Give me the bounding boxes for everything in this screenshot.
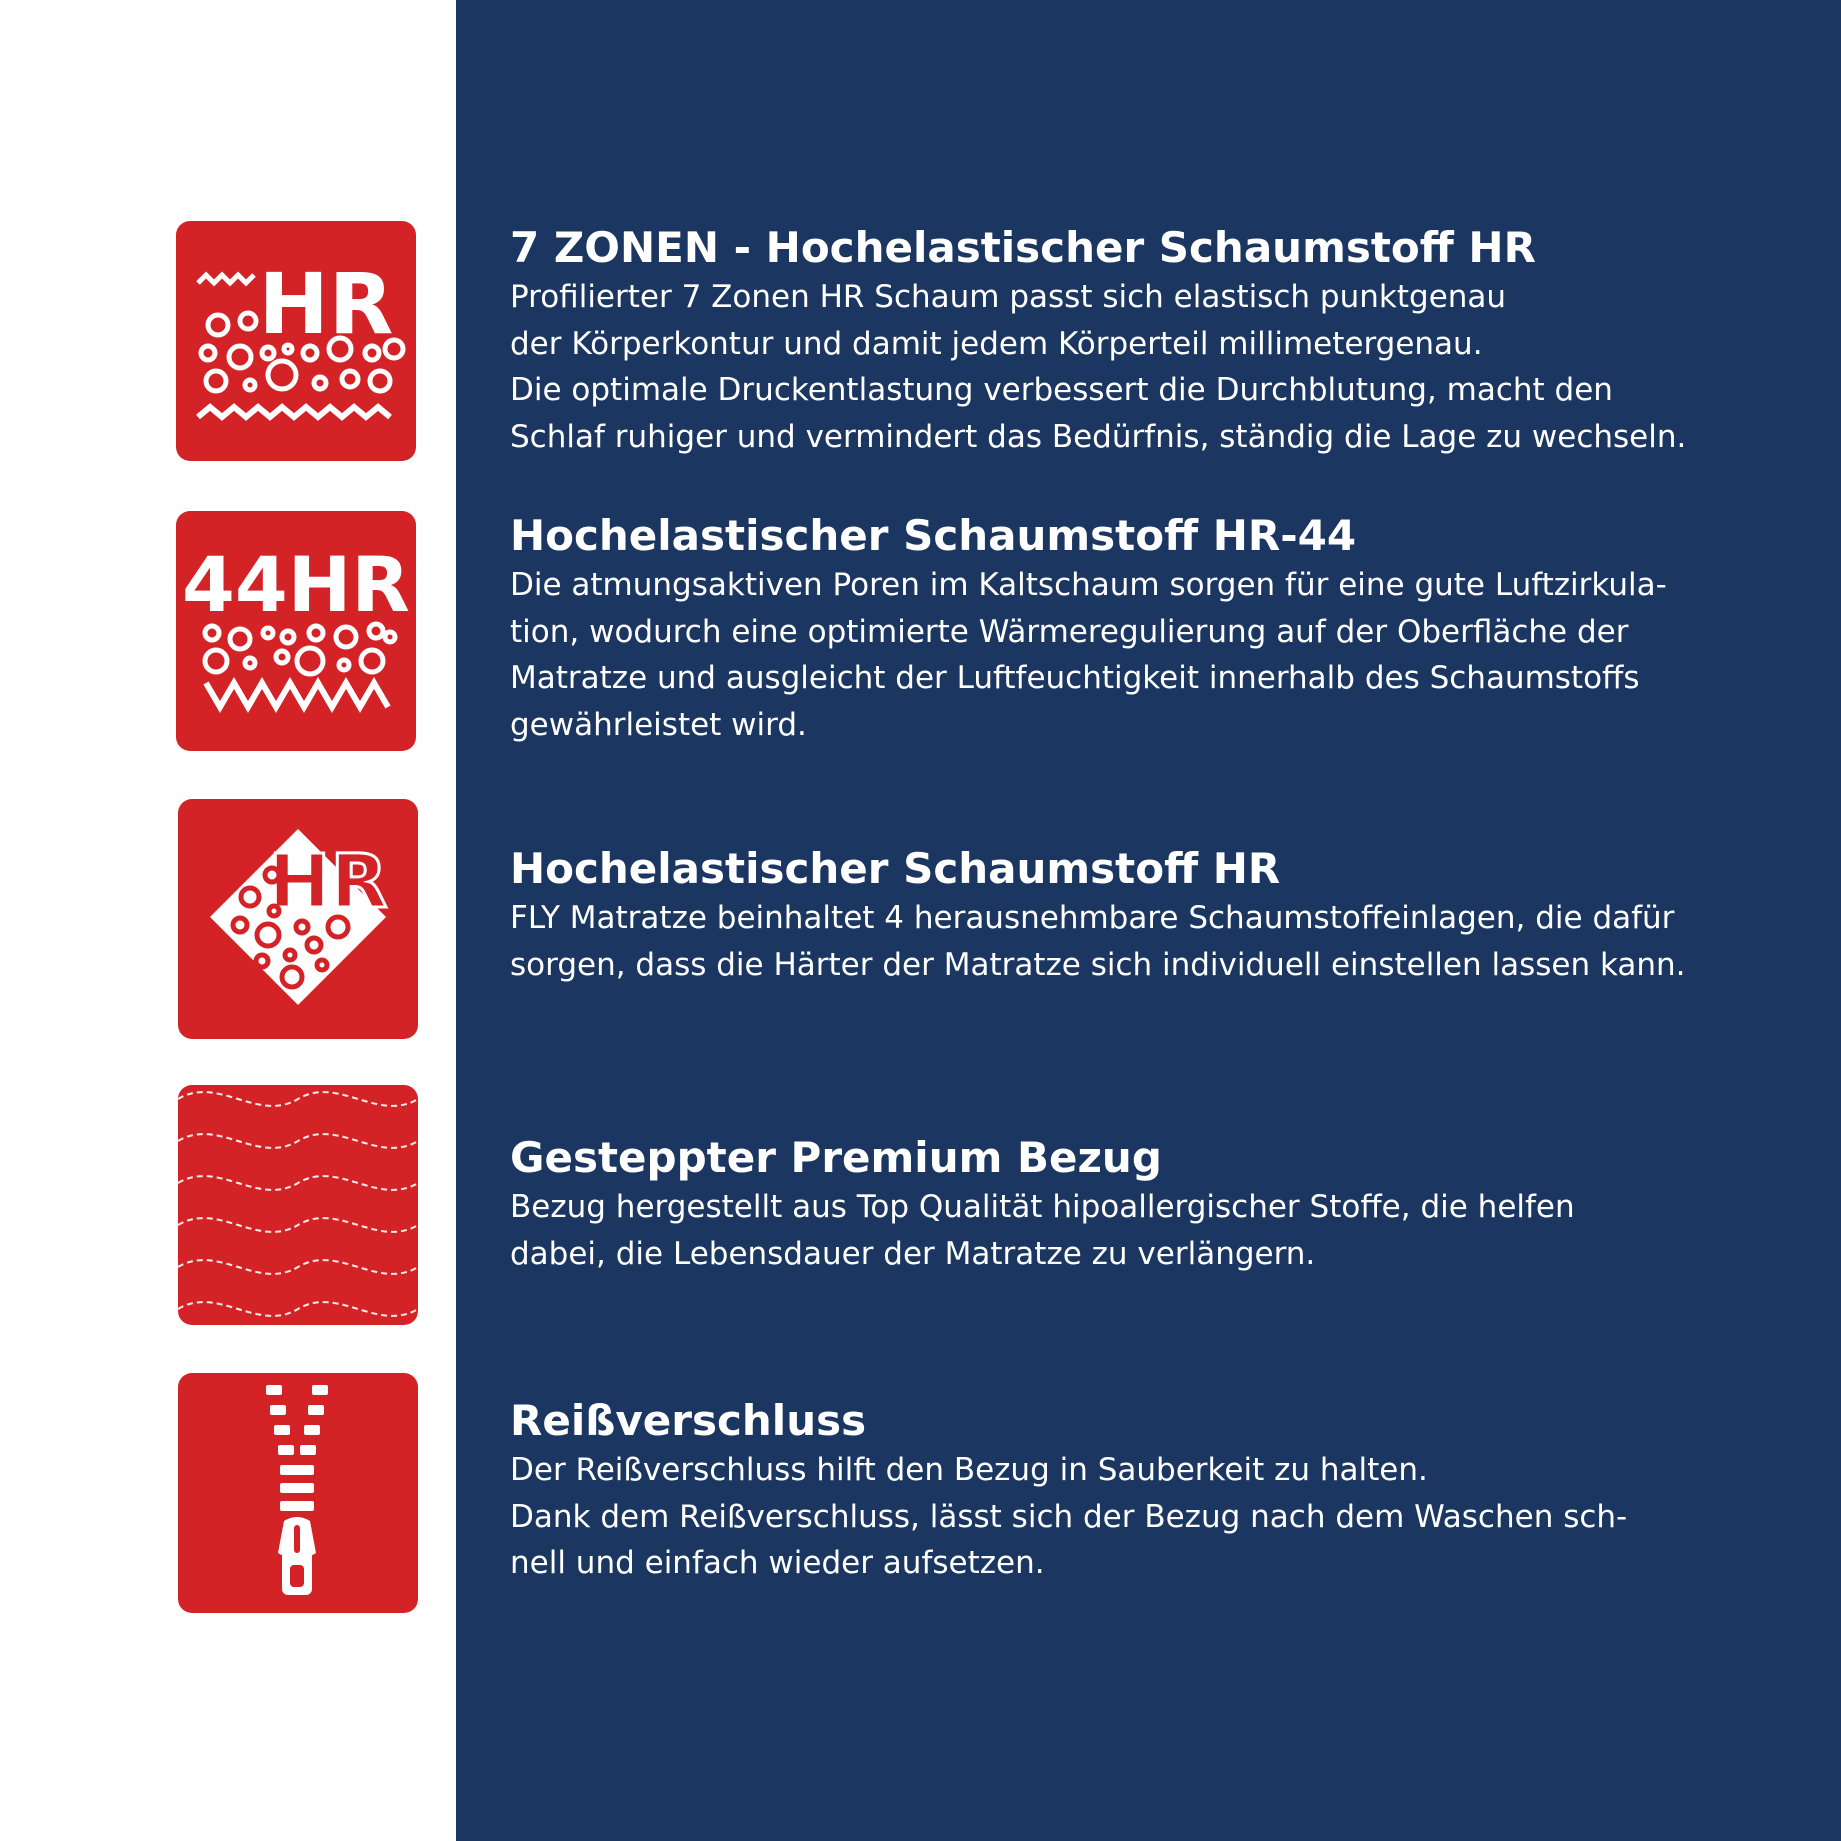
hr44-label: 44HR [182,540,410,629]
feature-block-hr44 [510,510,1750,748]
hr-44-foam-icon [176,511,416,751]
quilted-cover-icon [178,1085,418,1325]
quilted-cover-graphic [178,1085,418,1325]
feature-block-hr [510,843,1750,988]
hr-foam-zones-graphic [176,221,416,461]
feature-block-7-zones [510,222,1750,460]
feature-title: Gesteppter Premium Bezug [510,1133,1162,1182]
hr-foam-zones-icon [176,221,416,461]
feature-title: Hochelastischer Schaumstoff HR-44 [510,511,1357,560]
feature-text: Bezug hergestellt aus Top Qualität hipoallergischer Stoffe, die helfen dabei, die Lebensdauer der Matratze zu verlängern. [510,1189,1575,1272]
zipper-icon [178,1373,418,1613]
hr-diamond-foam-graphic [178,799,418,1039]
feature-text: Die atmungsaktiven Poren im Kaltschaum sorgen für eine gute Luftzirkula- tion, wodurch eine optimierte Wärmeregulierung auf der Oberfläche der Matratze und ausgleicht der Luftfeuchtigkeit innerhalb des Schaumstoffs gewährleistet wird. [510,567,1667,743]
hr-label: HR [258,255,394,353]
hr-diamond-label: HR [268,839,388,925]
feature-title: Reißverschluss [510,1396,867,1445]
feature-block-quilted-cover [510,1132,1750,1277]
feature-text: Der Reißverschluss hilft den Bezug in Sauberkeit zu halten. Dank dem Reißverschluss, lässt sich der Bezug nach dem Waschen sch- nell und einfach wieder aufsetzen. [510,1452,1628,1581]
feature-title: Hochelastischer Schaumstoff HR [510,844,1281,893]
feature-text: Profilierter 7 Zonen HR Schaum passt sich elastisch punktgenau der Körperkontur und damit jedem Körperteil millimetergenau. Die optimale Druckentlastung verbessert die Durchblutung, macht den Schlaf ruhiger und vermindert das Bedürfnis, ständig die Lage zu wechseln. [510,279,1687,455]
feature-title: 7 ZONEN - Hochelastischer Schaumstoff HR [510,223,1536,272]
zipper-graphic [178,1373,418,1613]
feature-block-zipper [510,1395,1750,1587]
feature-text: FLY Matratze beinhaltet 4 herausnehmbare Schaumstoffeinlagen, die dafür sorgen, dass die Härter der Matratze sich individuell einstellen lassen kann. [510,900,1686,983]
hr-44-foam-graphic [176,511,416,751]
hr-diamond-foam-icon [178,799,418,1039]
